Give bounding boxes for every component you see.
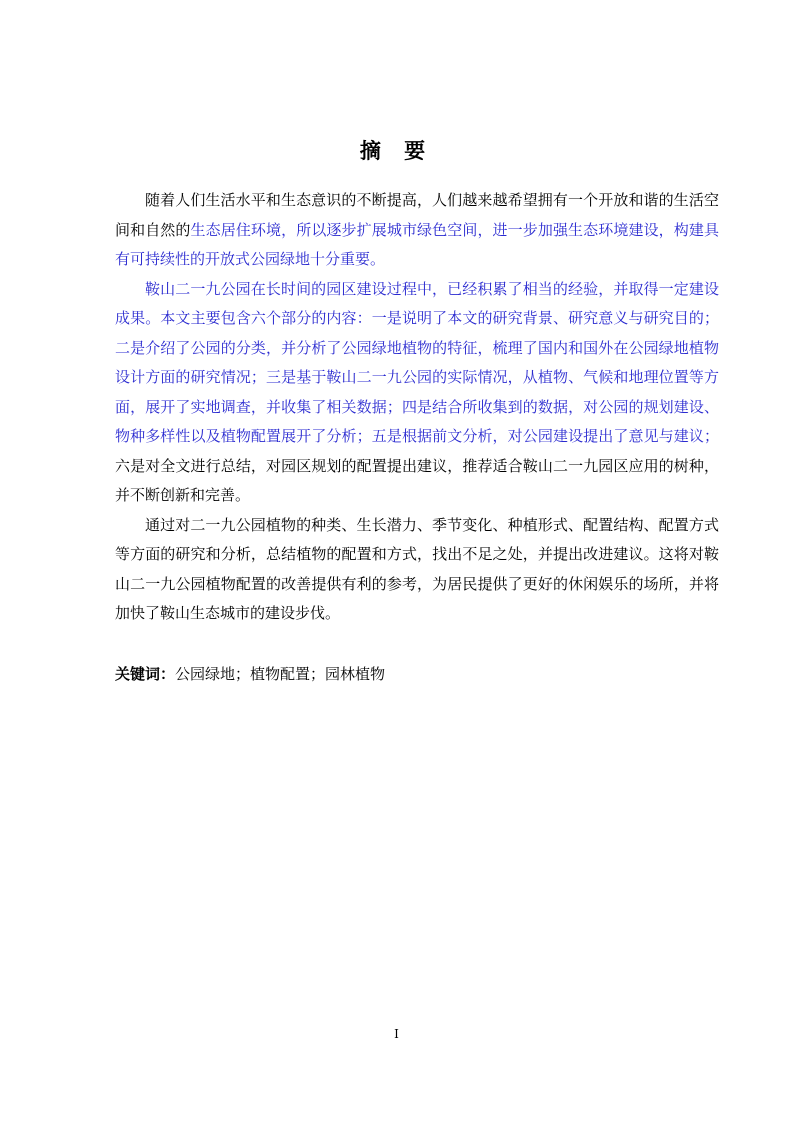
paragraph-2-segment-2: 六是对全文进行总结，对园区规划的配置提出建议，推荐适合鞍山二一九园区应用的树种，并不断创新和完善。: [115, 456, 719, 504]
abstract-title: 摘 要: [359, 139, 434, 163]
paragraph-3: [115, 511, 719, 629]
keywords-line: [115, 661, 719, 687]
paragraph-2-segment-1: 鞍山二一九公园在长时间的园区建设过程中，已经积累了相当的经验，并取得一定建设成果。本文主要包含六个部分的内容：一是说明了本文的研究背景、研究意义与研究目的；二是介绍了公园的分类，并分析了公园绿地植物的特征，梳理了国内和国外在公园绿地植物设计方面的研究情况；三是基于鞍山二一九公园的实际情况，从植物、气候和地理位置等方面，展开了实地调查，并收集了相关数据；四是结合所收集到的数据，对公园的规划建设、物种多样性以及植物配置展开了分析；五是根据前文分析，对公园建设提出了意见与建议；: [115, 279, 719, 445]
paragraph-1-segment-1: 随着人们生活水平和生态意识的不断提高，人们越来越希望拥有一个开放和谐的生活空间和自然的: [115, 191, 719, 239]
keywords-label: 关键词：: [115, 665, 176, 683]
paragraph-3-segment-1: 通过对二一九公园植物的种类、生长潜力、季节变化、种植形式、配置结构、配置方式等方面的研究和分析，总结植物的配置和方式，找出不足之处，并提出改进建议。这将对鞍山二一九公园植物配置的改善提供有利的参考，为居民提供了更好的休闲娱乐的场所，并将加快了鞍山生态城市的建设步伐。: [115, 515, 719, 622]
keywords-text: 公园绿地；植物配置；园林植物: [175, 665, 386, 683]
page-number: I: [394, 1027, 399, 1041]
paragraph-2: [115, 275, 719, 511]
abstract-body: [115, 186, 719, 629]
paragraph-1-segment-2: 生态居住环境，所以逐步扩展城市绿色空间，进一步加强生态环境建设，构建具有可持续性的开放式公园绿地十分重要。: [115, 220, 719, 268]
paragraph-1: [115, 186, 719, 275]
